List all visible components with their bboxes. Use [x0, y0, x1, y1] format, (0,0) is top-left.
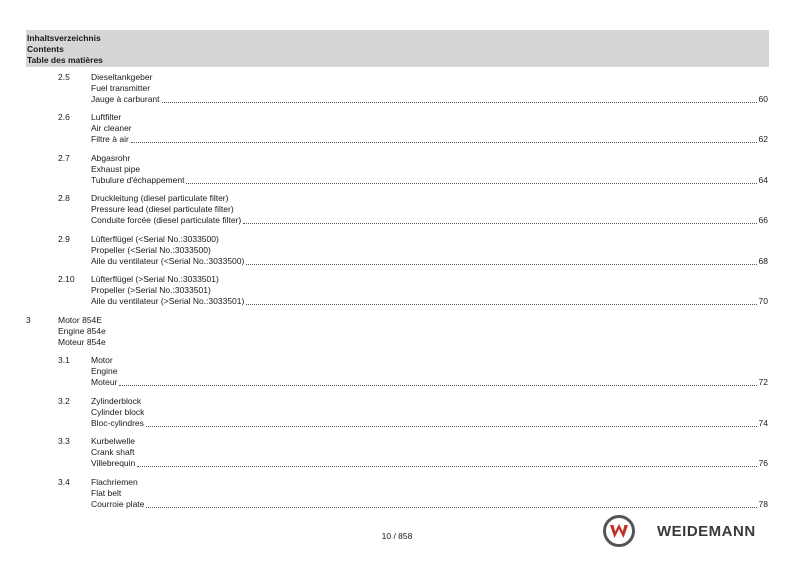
entry-page: 64 [758, 175, 768, 185]
entry-title-en: Flat belt [91, 488, 122, 498]
entry-title-de: Kurbelwelle [91, 436, 135, 446]
entry-title-en: Crank shaft [91, 447, 135, 457]
header-title-de: Inhaltsverzeichnis [27, 33, 101, 43]
entry-title-fr: Conduite forcée (diesel particulate filter) [91, 215, 242, 225]
entry-title-de: Flachriemen [91, 477, 138, 487]
chapter-title-en: Engine 854e [58, 326, 106, 336]
entry-page: 66 [758, 215, 768, 225]
entry-number: 3.3 [58, 436, 70, 446]
entry-number: 3.1 [58, 355, 70, 365]
dot-leader [119, 385, 756, 386]
entry-title-de: Zylinderblock [91, 396, 142, 406]
chapter-number: 3 [26, 315, 31, 325]
dot-leader [131, 142, 757, 143]
entry-title-fr: Courroie plate [91, 499, 145, 509]
entry-title-de: Dieseltankgeber [91, 72, 153, 82]
entry-number: 2.8 [58, 193, 70, 203]
entry-page: 76 [758, 458, 768, 468]
entry-number: 2.5 [58, 72, 70, 82]
dot-leader [246, 304, 756, 305]
entry-page: 70 [758, 296, 768, 306]
entry-page: 74 [758, 418, 768, 428]
entry-title-en: Propeller (<Serial No.:3033500) [91, 245, 211, 255]
entry-title-fr: Aile du ventilateur (<Serial No.:3033500) [91, 256, 245, 266]
dot-leader [246, 264, 756, 265]
entry-title-fr: Filtre à air [91, 134, 129, 144]
entry-title-fr: Tubulure d'échappement [91, 175, 185, 185]
entry-number: 2.6 [58, 112, 70, 122]
entry-number: 2.7 [58, 153, 70, 163]
dot-leader [243, 223, 756, 224]
entry-title-en: Engine [91, 366, 118, 376]
brand-name: WEIDEMANN [657, 523, 756, 540]
entry-title-en: Cylinder block [91, 407, 145, 417]
header-title-en: Contents [27, 44, 64, 54]
weidemann-logo [603, 515, 769, 547]
dot-leader [146, 426, 757, 427]
entry-title-fr: Jauge à carburant [91, 94, 160, 104]
entry-number: 3.2 [58, 396, 70, 406]
chapter-title-fr: Moteur 854e [58, 337, 106, 347]
entry-title-de: Lüfterflügel (<Serial No.:3033500) [91, 234, 219, 244]
entry-number: 2.9 [58, 234, 70, 244]
entry-page: 68 [758, 256, 768, 266]
dot-leader [162, 102, 757, 103]
toc-header [26, 30, 769, 67]
entry-page: 72 [758, 377, 768, 387]
entry-title-de: Abgasrohr [91, 153, 131, 163]
entry-title-en: Fuel transmitter [91, 83, 151, 93]
entry-number: 2.10 [58, 274, 75, 284]
weidemann-w-icon [603, 515, 635, 547]
entry-title-de: Lüfterflügel (>Serial No.:3033501) [91, 274, 219, 284]
entry-page: 62 [758, 134, 768, 144]
entry-title-fr: Bloc-cylindres [91, 418, 144, 428]
entry-title-de: Druckleitung (diesel particulate filter) [91, 193, 229, 203]
entry-title-de: Motor [91, 355, 113, 365]
entry-page: 60 [758, 94, 768, 104]
entry-title-en: Air cleaner [91, 123, 132, 133]
header-title-fr: Table des matières [27, 55, 103, 65]
entry-title-de: Luftfilter [91, 112, 122, 122]
chapter-title-de: Motor 854E [58, 315, 102, 325]
entry-number: 3.4 [58, 477, 70, 487]
entry-title-fr: Moteur [91, 377, 118, 387]
entry-title-en: Pressure lead (diesel particulate filter) [91, 204, 234, 214]
dot-leader [186, 183, 756, 184]
entry-title-fr: Aile du ventilateur (>Serial No.:3033501) [91, 296, 245, 306]
dot-leader [137, 466, 756, 467]
page-indicator: 10 / 858 [381, 531, 413, 541]
entry-title-en: Propeller (>Serial No.:3033501) [91, 285, 211, 295]
entry-page: 78 [758, 499, 768, 509]
entry-title-en: Exhaust pipe [91, 164, 141, 174]
dot-leader [146, 507, 756, 508]
entry-title-fr: Villebrequin [91, 458, 136, 468]
